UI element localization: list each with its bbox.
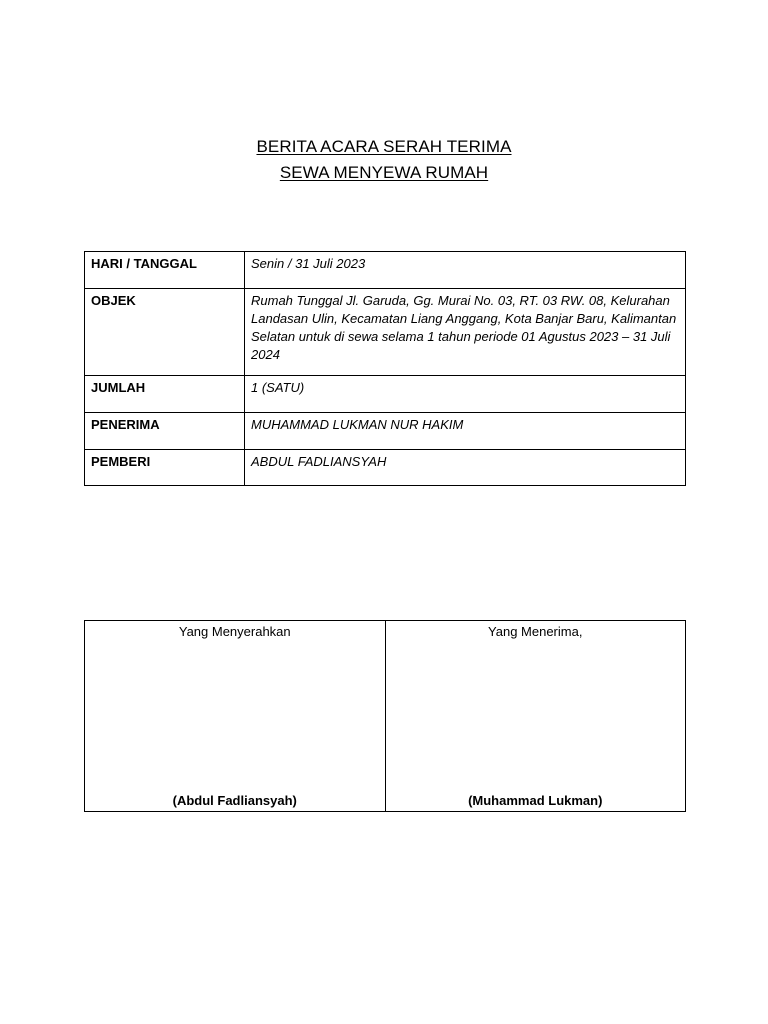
detail-label-jumlah: JUMLAH bbox=[85, 376, 245, 413]
signature-name-left: (Abdul Fadliansyah) bbox=[172, 793, 297, 808]
title-line-2: SEWA MENYEWA RUMAH bbox=[279, 163, 489, 182]
signature-role-right: Yang Menerima, bbox=[488, 624, 583, 639]
detail-value-pemberi: ABDUL FADLIANSYAH bbox=[245, 450, 686, 486]
title-line-1: BERITA ACARA SERAH TERIMA bbox=[256, 137, 512, 156]
detail-label-pemberi: PEMBERI bbox=[85, 450, 245, 486]
signature-name-right: (Muhammad Lukman) bbox=[468, 793, 603, 808]
table-row bbox=[85, 376, 686, 413]
signature-cell-left bbox=[85, 621, 386, 812]
detail-value-jumlah: 1 (SATU) bbox=[245, 376, 686, 413]
document-title bbox=[0, 134, 768, 186]
detail-label-penerima: PENERIMA bbox=[85, 413, 245, 450]
table-row bbox=[85, 252, 686, 289]
table-row bbox=[85, 450, 686, 486]
signature-row bbox=[85, 621, 686, 812]
details-table bbox=[84, 251, 686, 486]
detail-value-objek: Rumah Tunggal Jl. Garuda, Gg. Murai No. 03, RT. 03 RW. 08, Kelurahan Landasan Ulin, Kecamatan Liang Anggang, Kota Banjar Baru, Kalimantan Selatan untuk di sewa selama 1 tahun periode 01 Agustus 2023 – 31 Juli 2024 bbox=[245, 289, 686, 376]
table-row bbox=[85, 413, 686, 450]
detail-value-penerima: MUHAMMAD LUKMAN NUR HAKIM bbox=[245, 413, 686, 450]
signature-cell-right bbox=[385, 621, 686, 812]
detail-label-hari-tanggal: HARI / TANGGAL bbox=[85, 252, 245, 289]
signature-table bbox=[84, 620, 686, 812]
detail-label-objek: OBJEK bbox=[85, 289, 245, 376]
signature-role-left: Yang Menyerahkan bbox=[178, 624, 291, 639]
table-row bbox=[85, 289, 686, 376]
detail-value-hari-tanggal: Senin / 31 Juli 2023 bbox=[245, 252, 686, 289]
